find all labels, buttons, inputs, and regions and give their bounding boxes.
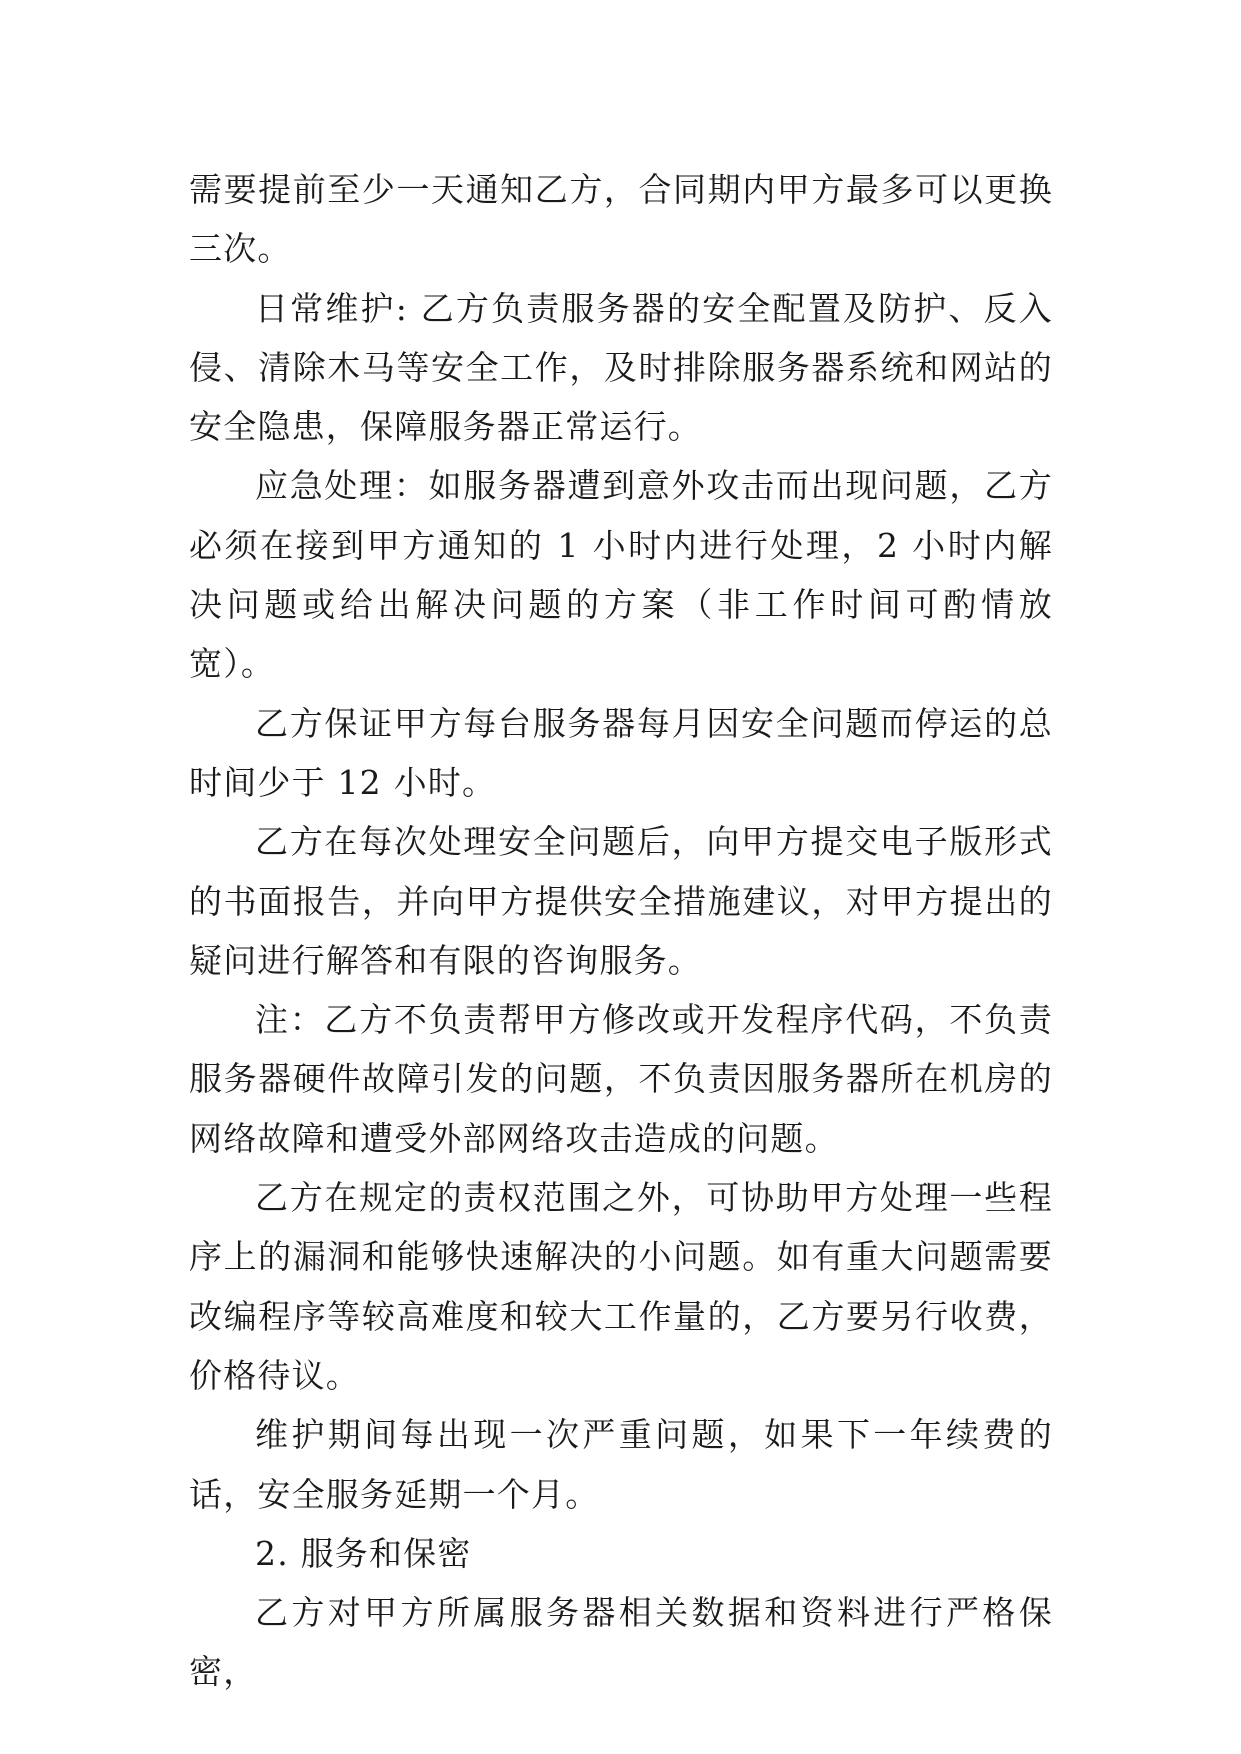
paragraph-extension: 维护期间每出现一次严重问题，如果下一年续费的话，安全服务延期一个月。 (189, 1415, 1053, 1514)
paragraph-downtime-guarantee: 乙方保证甲方每台服务器每月因安全问题而停运的总时间少于 12 小时。 (189, 703, 1053, 802)
section-heading-service-confidentiality: 2. 服务和保密 (255, 1533, 472, 1573)
paragraph-daily-maintenance: 日常维护: 乙方负责服务器的安全配置及防护、反入侵、清除木马等安全工作，及时排除服务器系统和网站的安全隐患，保障服务器正常运行。 (189, 288, 1053, 447)
paragraph-report: 乙方在每次处理安全问题后，向甲方提交电子版形式的书面报告，并向甲方提供安全措施建议，对甲方提出的疑问进行解答和有限的咨询服务。 (189, 822, 1053, 980)
paragraph-emergency-handling: 应急处理：如服务器遭到意外攻击而出现问题，乙方必须在接到甲方通知的 1 小时内进行处理，2 小时内解决问题或给出解决问题的方案（非工作时间可酌情放宽）。 (189, 466, 1053, 684)
paragraph-confidentiality: 乙方对甲方所属服务器相关数据和资料进行严格保密， (189, 1593, 1053, 1692)
document-body (189, 160, 1053, 1702)
paragraph-continuation: 需要提前至少一天通知乙方，合同期内甲方最多可以更换三次。 (189, 170, 1053, 269)
paragraph-extra-assistance: 乙方在规定的责权范围之外，可协助甲方处理一些程序上的漏洞和能够快速解决的小问题。如有重大问题需要改编程序等较高难度和较大工作量的，乙方要另行收费，价格待议。 (189, 1178, 1053, 1395)
paragraph-note: 注：乙方不负责帮甲方修改或开发程序代码，不负责服务器硬件故障引发的问题，不负责因服务器所在机房的网络故障和遭受外部网络攻击造成的问题。 (189, 1000, 1053, 1158)
